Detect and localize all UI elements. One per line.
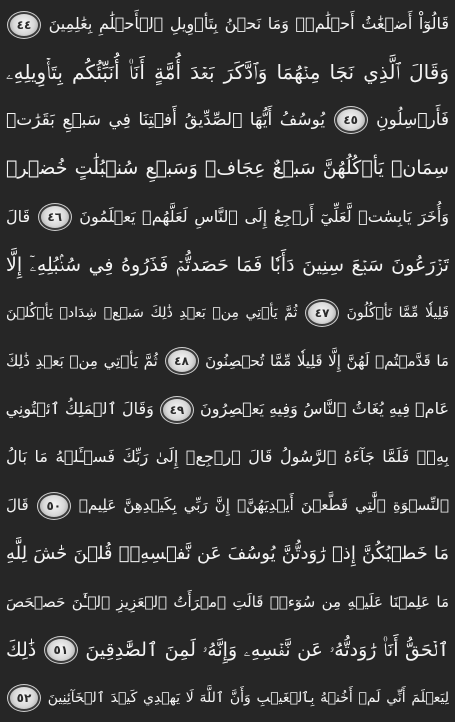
verse-text: سِمَانٖ يَأۡكُلُهُنَّ سَبۡعٌ عِجَافٞ وَسَبۡعِ سُنۢبُلَٰتٍ خُضۡرٖ: [6, 157, 449, 180]
verse-text: ثُمَّ يَأۡتِي مِنۢ بَعۡدِ ذَٰلِكَ: [6, 351, 158, 370]
verse-text: مَا عَلِمۡنَا عَلَيۡهِ مِن سُوٓءٖۚ قَالَتِ ٱمۡرَأَتُ ٱلۡعَزِيزِ ٱلۡـَٰٔنَ حَصۡحَصَ: [6, 592, 449, 611]
verse-text: عَامٞ فِيهِ يُغَاثُ ٱلنَّاسُ وَفِيهِ يَعۡصِرُونَ: [200, 399, 449, 419]
verse-text: ٱلنِّسۡوَةِ ٱلَّٰتِي قَطَّعۡنَ أَيۡدِيَهُنَّۚ إِنَّ رَبِّي بِكَيۡدِهِنَّ عَلِيمٞ: [78, 496, 449, 515]
verse-text: وَأُخَرَ يَابِسَٰتٖ لَّعَلِّيٓ أَرۡجِعُ إِلَى ٱلنَّاسِ لَعَلَّهُمۡ يَعۡلَمُونَ: [79, 206, 449, 226]
verse-text: تَزۡرَعُونَ سَبۡعَ سِنِينَ دَأَبٗا فَمَا حَصَدتُّمۡ فَذَرُوهُ فِي سُنۢبُلِهِۦٓ إِلَّا: [6, 253, 449, 276]
verse-number-marker: ٤٥: [337, 109, 365, 131]
verse-text: بِهِۦۖ فَلَمَّا جَآءَهُ ٱلرَّسُولُ قَالَ ٱرۡجِعۡ إِلَىٰ رَبِّكَ فَسۡـَٔلۡهُ مَا بَالُ: [6, 447, 449, 467]
verse-text: مَا خَطۡبُكُنَّ إِذۡ رَٰوَدتُّنَّ يُوسُفَ عَن نَّفۡسِهِۦۚ قُلۡنَ حَٰشَ لِلَّهِ: [6, 542, 449, 564]
verse-line: [6, 2, 449, 46]
verse-line: [6, 195, 449, 239]
verse-line: [6, 580, 449, 624]
verse-line: [6, 243, 449, 287]
verse-number-marker: ٤٤: [10, 14, 38, 36]
verse-number-marker: ٤٧: [308, 302, 336, 324]
verse-number-marker: ٤٨: [168, 350, 196, 372]
verse-text: قَالُوٓاْ أَضۡغَٰثُ أَحۡلَٰمٖۖ وَمَا نَحۡنُ بِتَأۡوِيلِ ٱلۡأَحۡلَٰمِ بِعَٰلِمِينَ: [48, 14, 449, 33]
verse-line: [6, 676, 449, 720]
verse-line: [6, 50, 449, 94]
verse-text: فَأَرۡسِلُونِ: [376, 110, 449, 131]
verse-line: [6, 532, 449, 576]
verse-text: مَا قَدَّمۡتُمۡ لَهُنَّ إِلَّا قَلِيلٗا مِّمَّا تُحۡصِنُونَ: [205, 351, 449, 370]
verse-number-marker: ٥٢: [10, 687, 38, 709]
verse-text: قَالَ: [6, 496, 29, 515]
verse-text: ثُمَّ يَأۡتِي مِنۢ بَعۡدِ ذَٰلِكَ سَبۡعٞ شِدَادٞ يَأۡكُلۡنَ: [6, 304, 298, 321]
verse-text: ذَٰلِكَ: [6, 638, 37, 661]
verse-text: لِيَعۡلَمَ أَنِّي لَمۡ أَخُنۡهُ بِٱلۡغَيۡبِ وَأَنَّ ٱللَّهَ لَا يَهۡدِي كَيۡدَ ٱلۡخَآئِنِينَ: [47, 689, 449, 706]
verse-text: وَقَالَ ٱلۡمَلِكُ ٱئۡتُونِي: [6, 399, 154, 419]
verse-number-marker: ٥٠: [40, 495, 68, 517]
verse-text: قَلِيلٗا مِّمَّا تَأۡكُلُونَ: [346, 304, 449, 321]
verse-text: وَقَالَ ٱلَّذِي نَجَا مِنۡهُمَا وَٱدَّكَرَ بَعۡدَ أُمَّةٍ أَنَا۠ أُنَبِّئُكُم بِتَأۡوِيلِهِۦ: [6, 60, 449, 85]
verse-line: [6, 435, 449, 479]
verse-line: [6, 291, 449, 335]
verse-lines: [6, 2, 449, 720]
verse-number-marker: ٤٩: [163, 399, 191, 421]
verse-text: قَالَ: [6, 206, 31, 226]
verse-number-marker: ٤٦: [41, 206, 69, 228]
verse-text: يُوسُفُ أَيُّهَا ٱلصِّدِّيقُ أَفۡتِنَا فِي سَبۡعِ بَقَرَٰتٖ: [6, 110, 326, 131]
verse-line: [6, 98, 449, 142]
verse-line: [6, 628, 449, 672]
verse-line: [6, 146, 449, 190]
verse-line: [6, 483, 449, 527]
verse-number-marker: ٥١: [47, 639, 75, 661]
verse-line: [6, 387, 449, 431]
verse-text: ٱلۡحَقُّ أَنَا۠ رَٰوَدتُّهُۥ عَن نَّفۡسِهِۦ وَإِنَّهُۥ لَمِنَ ٱلصَّٰدِقِينَ: [85, 638, 449, 661]
verse-line: [6, 339, 449, 383]
